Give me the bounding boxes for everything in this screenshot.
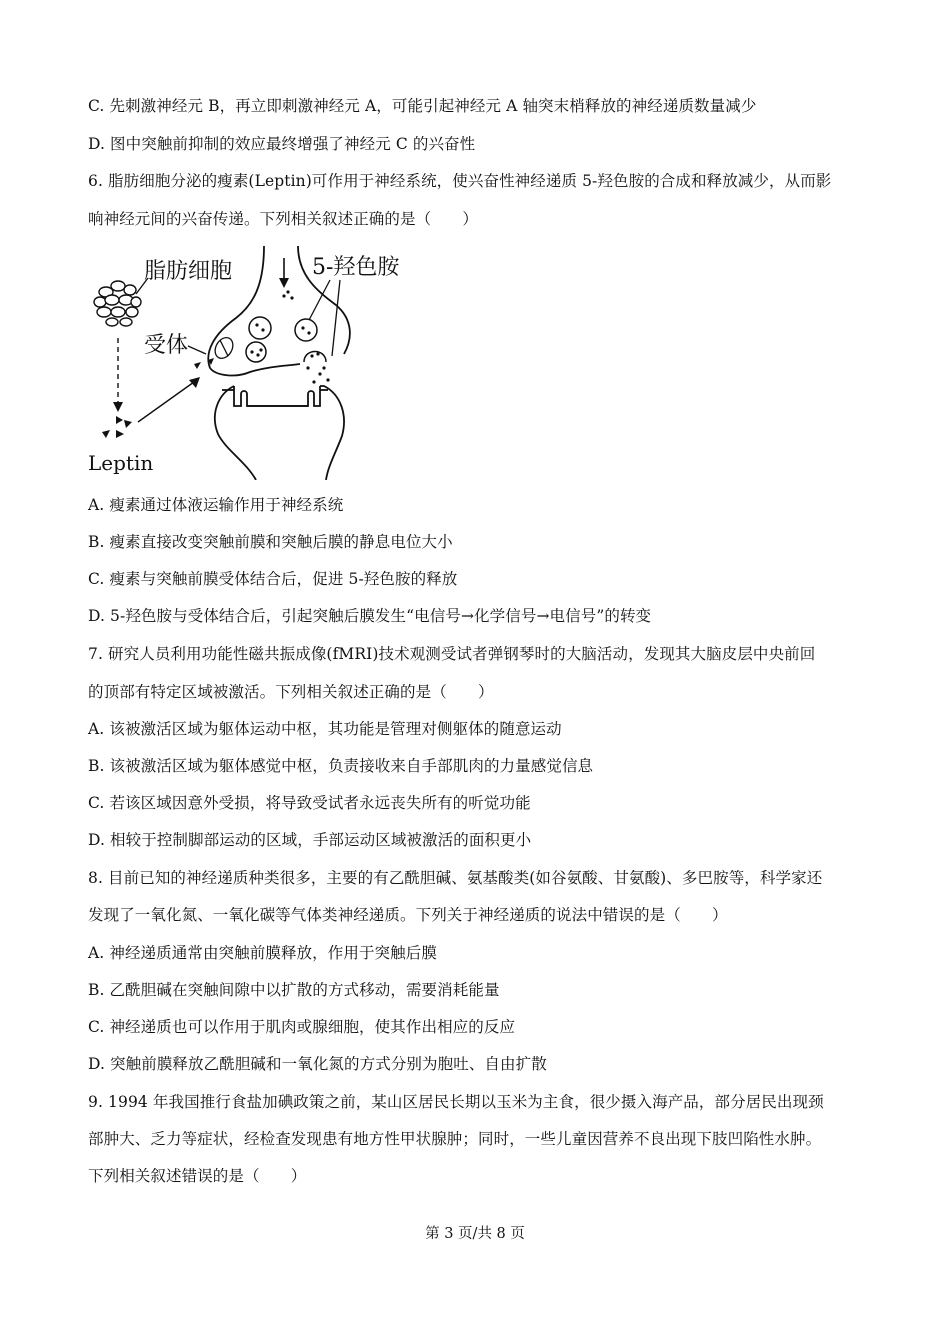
q9-stem-line-3: 下列相关叙述错误的是（ ） [88, 1167, 307, 1185]
solid-arrow-line [138, 382, 194, 422]
q7-option-b: B. 该被激活区域为躯体感觉中枢，负责接收来自手部肌肉的力量感觉信息 [88, 757, 594, 775]
solid-arrow-head [189, 377, 200, 388]
q7-stem-line-2: 的顶部有特定区域被激活。下列相关叙述正确的是（ ） [88, 683, 494, 701]
q7-stem-line-1: 7. 研究人员利用功能性磁共振成像(fMRI)技术观测受试者弹钢琴时的大脑活动，发现其大脑皮层中央前回 [88, 645, 816, 663]
fat-cell-cluster-icon [94, 281, 141, 326]
q5-option-c: C. 先刺激神经元 B，再立即刺激神经元 A，可能引起神经元 A 轴突末梢释放的神经递质数量减少 [88, 97, 757, 115]
figure-label-serotonin: 5-羟色胺 [312, 255, 400, 280]
figure-label-fat-cell: 脂肪细胞 [144, 259, 233, 284]
q8-option-c: C. 神经递质也可以作用于肌肉或腺细胞，使其作出相应的反应 [88, 1018, 516, 1036]
page-footer: 第 3 页/共 8 页 [425, 1226, 525, 1242]
q6-option-b: B. 瘦素直接改变突触前膜和突触后膜的静息电位大小 [88, 533, 453, 551]
synapse-leptin-figure [86, 244, 431, 480]
leptin-near-receptor-icon [194, 358, 214, 369]
q7-option-d: D. 相较于控制脚部运动的区域，手部运动区域被激活的面积更小 [88, 831, 532, 849]
receptor-pointer-line [188, 346, 206, 354]
q6-option-d: D. 5-羟色胺与受体结合后，引起突触后膜发生“电信号→化学信号→电信号”的转变 [88, 607, 652, 625]
q8-stem-line-2: 发现了一氧化氮、一氧化碳等气体类神经递质。下列关于神经递质的说法中错误的是（ ） [88, 906, 728, 924]
q5-option-d: D. 图中突触前抑制的效应最终增强了神经元 C 的兴奋性 [88, 135, 476, 153]
postsynaptic-left-edge [214, 398, 256, 480]
q8-stem-line-1: 8. 目前已知的神经递质种类很多，主要的有乙酰胆碱、氨基酸类(如谷氨酸、甘氨酸)、多巴胺等，科学家还 [88, 869, 823, 887]
dashed-arrow-head [113, 402, 123, 412]
q9-stem-line-1: 9. 1994 年我国推行食盐加碘政策之前，某山区居民长期以玉米为主食，很少摄入海产品，部分居民出现颈 [88, 1093, 824, 1111]
q8-option-b: B. 乙酰胆碱在突触间隙中以扩散的方式移动，需要消耗能量 [88, 981, 500, 999]
q6-stem-line-1: 6. 脂肪细胞分泌的瘦素(Leptin)可作用于神经系统，使兴奋性神经递质 5-羟色胺的合成和释放减少，从而影 [88, 172, 832, 190]
q7-option-a: A. 该被激活区域为躯体运动中枢，其功能是管理对侧躯体的随意运动 [88, 720, 562, 738]
q9-stem-line-2: 部肿大、乏力等症状，经检查发现患有地方性甲状腺肿；同时，一些儿童因营养不良出现下肢凹陷性水肿。 [88, 1130, 822, 1148]
q6-stem-line-2: 响神经元间的兴奋传递。下列相关叙述正确的是（ ） [88, 210, 479, 228]
exocytosis-vesicle [304, 352, 326, 363]
q7-option-c: C. 若该区域因意外受损，将导致受试者永远丧失所有的听觉功能 [88, 794, 531, 812]
leptin-molecules-icon [102, 416, 132, 438]
figure-label-receptor: 受体 [144, 333, 189, 358]
serotonin-pointer-line-1 [308, 280, 330, 322]
figure-label-leptin: Leptin [88, 451, 154, 475]
q6-option-c: C. 瘦素与突触前膜受体结合后，促进 5-羟色胺的释放 [88, 570, 458, 588]
signal-arrow-head [279, 278, 289, 288]
postsynaptic-neuron [215, 386, 344, 480]
q8-option-a: A. 神经递质通常由突触前膜释放，作用于突触后膜 [88, 944, 437, 962]
q8-option-d: D. 突触前膜释放乙酰胆碱和一氧化氮的方式分别为胞吐、自由扩散 [88, 1055, 547, 1073]
presynaptic-membrane-bottom [210, 364, 300, 375]
serotonin-pointer-line-2 [332, 280, 340, 356]
q6-option-a: A. 瘦素通过体液运输作用于神经系统 [88, 496, 344, 514]
